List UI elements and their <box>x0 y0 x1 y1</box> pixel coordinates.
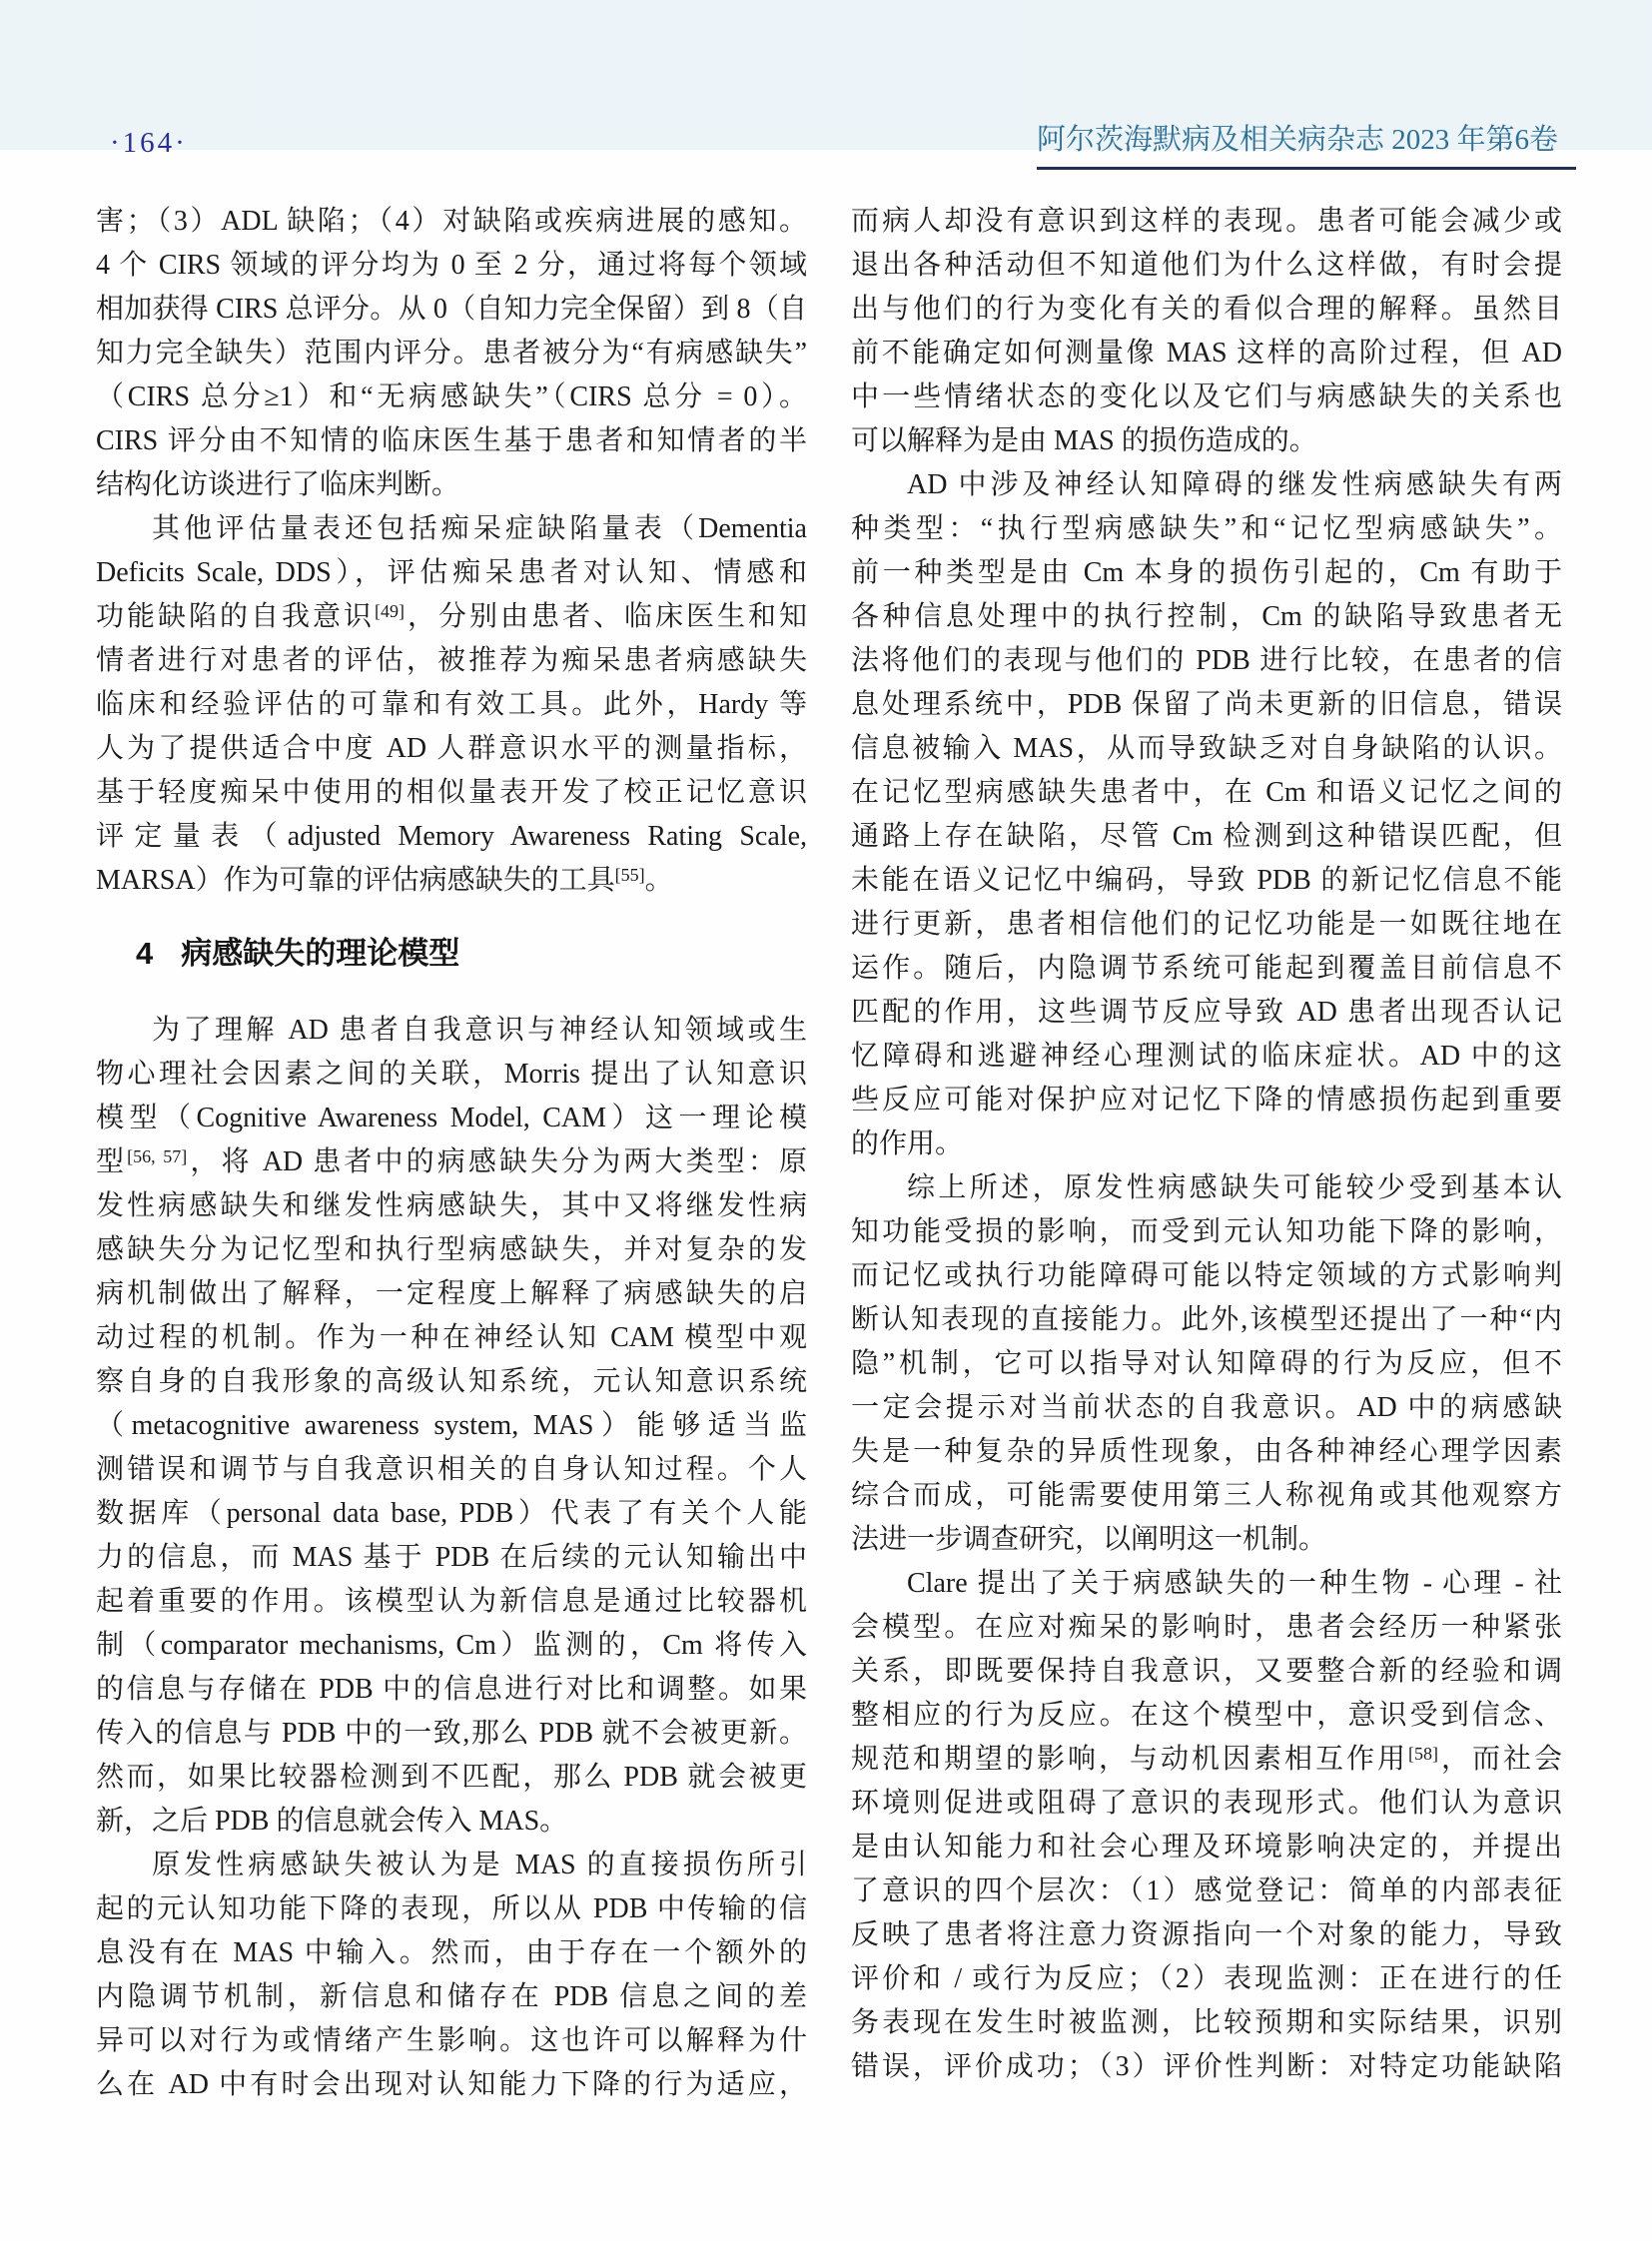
text-line: 反映了患者将注意力资源指向一个对象的能力，导致 <box>851 1919 1562 1950</box>
text-line: 模型（Cognitive Awareness Model, CAM）这一理论模 <box>96 1103 807 1133</box>
text-line: （metacognitive awareness system, MAS）能够适当监 <box>96 1410 807 1441</box>
text-line: 功能缺陷的自我意识[49]，分别由患者、临床医生和知 <box>96 601 807 632</box>
paragraph <box>96 507 807 903</box>
text-line: 人为了提供适合中度 AD 人群意识水平的测量指标， <box>96 733 807 764</box>
paragraph <box>851 463 1562 1166</box>
text-line: 相加获得 CIRS 总评分。从 0（自知力完全保留）到 8（自 <box>96 294 807 325</box>
section-title: 病感缺失的理论模型 <box>181 936 460 971</box>
text-line: 原发性病感缺失被认为是 MAS 的直接损伤所引 <box>152 1850 807 1880</box>
left-column-top-paragraphs <box>96 200 807 903</box>
page-number: ·164· <box>110 127 188 159</box>
text-line: 环境则促进或阻碍了意识的表现形式。他们认为意识 <box>851 1788 1562 1819</box>
text-line: 制（comparator mechanisms, Cm）监测的，Cm 将传入 <box>96 1630 807 1661</box>
text-line: 务表现在发生时被监测，比较预期和实际结果，识别 <box>851 2007 1562 2038</box>
reference-superscript: [55] <box>614 865 645 885</box>
text-line: 评定量表（adjusted Memory Awareness Rating Scale, <box>96 821 807 852</box>
text-line: 数据库（personal data base, PDB）代表了有关个人能 <box>96 1498 807 1529</box>
reference-superscript: [56, 57] <box>127 1146 188 1166</box>
text-line: 息没有在 MAS 中输入。然而，由于存在一个额外的 <box>96 1937 807 1968</box>
text-line: 前一种类型是由 Cm 本身的损伤引起的，Cm 有助于 <box>851 557 1562 588</box>
paragraph <box>851 200 1562 463</box>
text-line: 知功能受损的影响，而受到元认知功能下降的影响， <box>851 1216 1562 1247</box>
text-line: 起的元认知功能下降的表现，所以从 PDB 中传输的信 <box>96 1893 807 1924</box>
text-line: 前不能确定如何测量像 MAS 这样的高阶过程，但 AD <box>851 338 1562 369</box>
text-line: 发性病感缺失和继发性病感缺失，其中又将继发性病 <box>96 1190 807 1221</box>
text-line: 而病人却没有意识到这样的表现。患者可能会减少或 <box>851 206 1562 237</box>
text-line: 测错误和调节与自我意识相关的自身认知过程。个人 <box>96 1454 807 1485</box>
text-line: 在记忆型病感缺失患者中，在 Cm 和语义记忆之间的 <box>851 777 1562 808</box>
paragraph <box>851 1562 1562 2089</box>
text-line: 评价和 / 或行为反应；（2）表现监测：正在进行的任 <box>851 1963 1562 1994</box>
section-number: 4 <box>136 936 154 971</box>
text-line: Clare 提出了关于病感缺失的一种生物 - 心理 - 社 <box>907 1568 1562 1599</box>
text-line: 未能在语义记忆中编码，导致 PDB 的新记忆信息不能 <box>851 865 1562 896</box>
text-line: 而记忆或执行功能障碍可能以特定领域的方式影响判 <box>851 1260 1562 1291</box>
text-line: 通路上存在缺陷，尽管 Cm 检测到这种错误匹配，但 <box>851 821 1562 852</box>
text-line: 种类型：“执行型病感缺失”和“记忆型病感缺失”。 <box>851 513 1562 544</box>
journal-header-title: 阿尔茨海默病及相关病杂志 2023 年第6卷 <box>1037 122 1576 170</box>
text-line: 察自身的自我形象的高级认知系统，元认知意识系统 <box>96 1366 807 1397</box>
reference-superscript: [58] <box>1407 1744 1438 1764</box>
text-line: 断认知表现的直接能力。此外,该模型还提出了一种“内 <box>851 1304 1562 1335</box>
section-heading <box>96 931 807 977</box>
text-line: 进行更新，患者相信他们的记忆功能是一如既往地在 <box>851 909 1562 940</box>
text-line: 忆障碍和逃避神经心理测试的临床症状。AD 中的这 <box>851 1041 1562 1072</box>
text-line: 异可以对行为或情绪产生影响。这也许可以解释为什 <box>96 2025 807 2056</box>
text-line: 起着重要的作用。该模型认为新信息是通过比较器机 <box>96 1586 807 1617</box>
reference-superscript: [49] <box>375 601 405 621</box>
text-line: 其他评估量表还包括痴呆症缺陷量表（Dementia <box>152 513 807 544</box>
right-column-paragraphs <box>851 200 1562 2089</box>
paragraph <box>96 1009 807 1844</box>
text-line: 力的信息，而 MAS 基于 PDB 在后续的元认知输出中 <box>96 1542 807 1573</box>
paragraph <box>851 1166 1562 1562</box>
text-line: 会模型。在应对痴呆的影响时，患者会经历一种紧张 <box>851 1612 1562 1643</box>
text-line: 法进一步调查研究，以阐明这一机制。 <box>851 1524 1327 1555</box>
text-line: 整相应的行为反应。在这个模型中，意识受到信念、 <box>851 1700 1562 1731</box>
text-line: 物心理社会因素之间的关联，Morris 提出了认知意识 <box>96 1059 807 1090</box>
text-line: （CIRS 总分≥1）和“无病感缺失”（CIRS 总分 = 0）。 <box>96 381 807 412</box>
text-line: 退出各种活动但不知道他们为什么这样做，有时会提 <box>851 250 1562 281</box>
text-line: 可以解释为是由 MAS 的损伤造成的。 <box>851 425 1317 456</box>
text-line: 型[56, 57]，将 AD 患者中的病感缺失分为两大类型：原 <box>96 1146 807 1177</box>
text-line: 运作。随后，内隐调节系统可能起到覆盖目前信息不 <box>851 953 1562 984</box>
text-line: 关系，即既要保持自我意识，又要整合新的经验和调 <box>851 1656 1562 1687</box>
text-line: 的作用。 <box>851 1128 964 1159</box>
text-line: 么在 AD 中有时会出现对认知能力下降的行为适应， <box>96 2069 807 2100</box>
text-line: 息处理系统中，PDB 保留了尚未更新的旧信息，错误 <box>851 689 1562 720</box>
text-line: CIRS 评分由不知情的临床医生基于患者和知情者的半 <box>96 425 807 456</box>
text-line: 情者进行对患者的评估，被推荐为痴呆患者病感缺失 <box>96 645 807 676</box>
text-line: 为了理解 AD 患者自我意识与神经认知领域或生 <box>152 1015 807 1046</box>
text-line: 内隐调节机制，新信息和储存在 PDB 信息之间的差 <box>96 1981 807 2012</box>
left-column <box>96 200 807 2107</box>
text-line: 的信息与存储在 PDB 中的信息进行对比和调整。如果 <box>96 1674 807 1705</box>
text-line: 些反应可能对保护应对记忆下降的情感损伤起到重要 <box>851 1085 1562 1116</box>
text-line: 然而，如果比较器检测到不匹配，那么 PDB 就会被更 <box>96 1762 807 1793</box>
text-line: 法将他们的表现与他们的 PDB 进行比较，在患者的信 <box>851 645 1562 676</box>
text-line: 匹配的作用，这些调节反应导致 AD 患者出现否认记 <box>851 997 1562 1028</box>
text-line: 隐”机制，它可以指导对认知障碍的行为反应，但不 <box>851 1348 1562 1379</box>
text-line: 传入的信息与 PDB 中的一致,那么 PDB 就不会被更新。 <box>96 1718 807 1749</box>
text-line: 动过程的机制。作为一种在神经认知 CAM 模型中观 <box>96 1322 807 1353</box>
text-line: 中一些情绪状态的变化以及它们与病感缺失的关系也 <box>851 381 1562 412</box>
left-column-bottom-paragraphs <box>96 1009 807 2107</box>
text-line: 感缺失分为记忆型和执行型病感缺失，并对复杂的发 <box>96 1234 807 1265</box>
text-line: 基于轻度痴呆中使用的相似量表开发了校正记忆意识 <box>96 777 807 808</box>
text-line: 信息被输入 MAS，从而导致缺乏对自身缺陷的认识。 <box>851 733 1562 764</box>
text-line: 4 个 CIRS 领域的评分均为 0 至 2 分，通过将每个领域 <box>96 250 807 281</box>
text-line: 失是一种复杂的异质性现象，由各种神经心理学因素 <box>851 1436 1562 1467</box>
text-line: 各种信息处理中的执行控制，Cm 的缺陷导致患者无 <box>851 601 1562 632</box>
text-line: 综合而成，可能需要使用第三人称视角或其他观察方 <box>851 1480 1562 1511</box>
text-line: 了意识的四个层次：（1）感觉登记：简单的内部表征 <box>851 1875 1562 1906</box>
text-line: 综上所述，原发性病感缺失可能较少受到基本认 <box>907 1172 1562 1203</box>
text-line: 规范和期望的影响，与动机因素相互作用[58]，而社会 <box>851 1744 1562 1775</box>
text-line: 结构化访谈进行了临床判断。 <box>96 469 460 500</box>
text-line: 病机制做出了解释，一定程度上解释了病感缺失的启 <box>96 1278 807 1309</box>
text-line: 新，之后 PDB 的信息就会传入 MAS。 <box>96 1806 568 1837</box>
text-line: 是由认知能力和社会心理及环境影响决定的，并提出 <box>851 1832 1562 1863</box>
text-line: AD 中涉及神经认知障碍的继发性病感缺失有两 <box>907 469 1562 500</box>
text-line: 知力完全缺失）范围内评分。患者被分为“有病感缺失” <box>96 338 807 369</box>
text-line: 一定会提示对当前状态的自我意识。AD 中的病感缺 <box>851 1392 1562 1423</box>
text-line: 出与他们的行为变化有关的看似合理的解释。虽然目 <box>851 294 1562 325</box>
text-line: 临床和经验评估的可靠和有效工具。此外，Hardy 等 <box>96 689 807 720</box>
text-line: Deficits Scale, DDS），评估痴呆患者对认知、情感和 <box>96 557 807 588</box>
text-line: 害；（3）ADL 缺陷；（4）对缺陷或疾病进展的感知。 <box>96 206 807 237</box>
right-column <box>851 200 1562 2089</box>
paragraph <box>96 1844 807 2107</box>
paragraph <box>96 200 807 507</box>
text-line: MARSA）作为可靠的评估病感缺失的工具[55]。 <box>96 865 673 896</box>
text-line: 错误，评价成功；（3）评价性判断：对特定功能缺陷 <box>851 2051 1562 2082</box>
